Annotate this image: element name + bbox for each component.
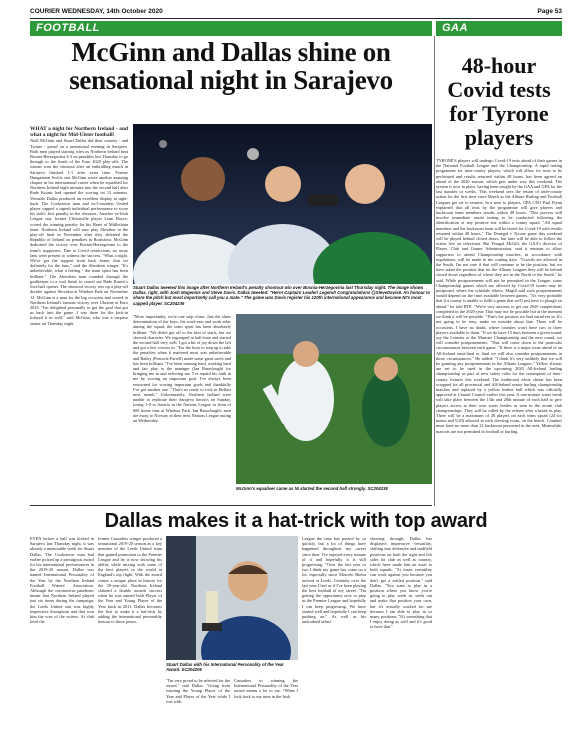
main-story-column-1 [30,126,128,506]
section-bar-gaa: GAA [436,21,562,36]
second-story-body-6: showing through, Dallas has displayed impressive versatility, shifting into defensive and midfield positions on both the right and left sides for club as well as country, which have made him an asset to both squads. "At times versatility can work against you because you don't get a settled position," said Dallas. "You want to play in a position where you know you're going to play week in, week out and make that position your own, but it's actually worked for me because I am able to play in so many positions. "It's something that I enjoy doing as well and it's good to have that." [370,536,432,630]
second-headline: Dallas makes it a hat-trick with top award [104,510,488,532]
section-bar-football: FOOTBALL [30,21,432,36]
award-photo [166,536,298,660]
goal-celebration-caption: McGinn's equaliser came as NI started the second half strongly. SC204235 [236,486,388,491]
masthead-rule [30,18,562,19]
main-story-column-2 [133,314,231,506]
second-story-body-3: "I'm very proud to be selected for the award," said Dallas. "Going from winning the Young Player of the Year and Player of the Year while I was with [166,678,230,704]
main-headline: McGinn and Dallas shine on sensational night in Sarajevo [69,37,393,95]
second-story-body-5: League the time has passed by so quickly, but a lot of things have happened throughout my career since then. I've enjoyed every minute of it and hopefully it is still progressing. "Over the last year or two I think my game has come on a lot, especially since Marcelo Bielsa arrived at Leeds. Certainly over the last year I feel as if I've been playing the best football of my career. "I'm getting the opportunity now to play in the Premier League and hopefully I can keep progressing. We have started well and hopefully I can keep pushing on." As well as his undoubted talent [302,536,366,625]
celebration-photo-caption: Stuart Dallas tweeted this image after Northern Ireland's penalty shootout win over Bosnia-Herzegovina last Thursday night. The image shows Dallas, right, with Josh Magennis and Steve Davis. Dallas tweeted: "Hero! Captain! Leader! Legend! Congratulations @SteveDavis8. An honour to share the pitch but most importantly call you a mate." The game was Davis register his 120th international appearance and become NI's most capped player. SC204236 [133,285,431,306]
second-story-column-1 [30,536,94,732]
main-story-lead: WHAT a night for Northern Ireland - and what a night for Mid-Ulster football! [30,126,128,139]
gaa-headline: 48-hour Covid tests for Tyrone players [447,53,551,150]
second-story-body-2: former Crusaders winger produced a sensational 2019-20 season as a key member of the Leeds United team that gained promotion to the Premier League and he is now showing his ability while mixing with some of the best players in the world in England's top flight. With the award comes a unique place in history for the 29-year-old. Northern Ireland claimed a double awards success when he was named both Player of the Year and Young Player of the Year back in 2011. Dallas becomes the first to make it a hat-trick by adding the international personality honour to those prizes. [98,536,162,625]
main-story-body-1: Niall McGinn and Stuart Dallas did their country - and Tyrone - proud on a sensational evening in Sarajevo. Both men played starring roles as Northern Ireland beat Bosnia-Herzegovina 4-3 on penalties last Thursday to go through to the finals of the Euro 2020 play-offs. The winner won the shootout after an enthralling match in Sarajevo finished 1-1 after extra time. Former Dungannon Swifts star McGinn wrote another amazing chapter in his international career when he equalised for Northern Ireland eight minutes into the second half after Rade Krunic had opened the scoring on 13 minutes. Versatile Dallas produced an excellent display at right-back. The Cookstown man and ex-Crusaders United player capped a superb individual performance to score his side's first penalty in the shootout. Another ex-Irish League star, former Cliftonville player Liam Boyce, scored the winning penalty for his Heart of Midlothian team. Northern Ireland will now play Slovakia in the play-off final in November after they defeated the Republic of Ireland on penalties in Bratislava. McGinn dedicated the victory over Bosnia-Herzegovina to the team's supporters. Due to Covid restrictions, no away fans were present to witness the success. "What a night. We've got the support from back home, that we definitely for the fans," said the Aberdeen winger. "It's unbelievable, what a feeling - the team spirit has been brilliant." The Aberdeen man rounded through the goalkeeper to a cool finish to cancel out Rade Krunic's first-half opener. The shootout victory sets up a play-off decider against Slovakia at Windsor Park on November 12. McGinn is a man for the big occasion and scored in Northern Ireland's famous victory over Ukraine at Euro 2016. "I'm delighted personally to get the goal that got us back into the game. I was there for the kick-in Iolaved it as well," said McGinn, who was a surprise starter on Thursday night. [30,138,128,326]
second-story-column-5 [302,536,366,732]
award-photo-graphic [166,536,298,660]
second-story-body-4: Crusaders to winning the International Personality of the Year award means a lot to me. "When I look back to my time in the Irish [234,678,298,699]
second-story-column-6 [370,536,432,732]
gaa-story-body [436,158,562,506]
page-number: Page 53 [537,8,562,15]
goal-celebration-graphic [236,314,432,484]
main-story-body-2: "More importantly, we're one step closer. Just the sheer determination of the boys, the work-rate and work ethic among the squad, the team spirit has been absolutely brilliant. "We didn't get off to the best of starts, but we showed character. We regrouped at half-time and started the second half very well. I got a bit of joy down the left and got a few crosses in. "For the boys to step up to take the penalties when it mattered most was unbelievable and Bailey (Peacock-Farrell) made some great saves and has been brilliant. "I've been training hard, working hard and fair play to the manager (Ian Baraclough) for bringing me in and selecting me. I've repaid his faith in me by scoring an important goal. I've always been renowned for scoring important goals and thankfully I've got another one. "That's us ready to rock in Belfast next month." Unfortunately, Northern Ireland were unable to replicate their Sarajevo heroics on Sunday, losing 1-0 to Austria in the Nations League in front of 600 home fans at Windsor Park. Ian Baraclough's men are away to Norway in their next Nations League outing on Wednesday. [133,314,231,424]
second-story-body-1: EVEN before a ball was kicked in Sarajevo last Thursday night, it was already a memorable week for Stuart Dallas. The Cookstown man had earlier picked up a prestigious award for his international performances in the 2019-20 season. Dallas was named International Personality of the Year by the Northern Ireland Football Writers' Association. Although the coronavirus pandemic meant that Northern Ireland played just six times during the campaign, the Leeds United star was highly impressive throughout and that won him the vote of the writers. At club level the [30,536,94,625]
gaa-story-text: TYRONE'S players will undergo Covid-19 tests ahead of their games in the National Football League and the Championship. A rapid testing programme for inter-county players, which will allow for tests to be performed and results returned within 48 hours, has been agreed on ahead of the 2020 season, which gets under way this weekend. The system is now in place, having been sought by the GAA and GPA for the last number of weeks. This weekend sees the return of inter-county action for the first time since March as the Allianz Hurling and Football Leagues get set to resume. In a note to players, GPA CEO Paul Flynn explained that all tests by the programme will give players and backroom team members results within 48 hours. "This process will involve immediate onsite testing to be conducted following the identification of any positive test within a county squad. "All squad members and the backroom team will be tested for Covid-19 with results returned within 48 hours." The Donegal v Tyrone game this weekend will be played behind closed doors, but fans will be able to follow the action live on television. But Feargal McGill, the GAA's director of Player, Club and Games Administration, said it remains to allow supporters to attend Championship matches, in accordance with regulations, will be made in the coming days. "Crowds are allowed in the South, I'm not sure if that will continue to be the position, but we have taken the position that for the Allianz Leagues they will be behind closed doors regardless of where they are in the North or the South," he said. While postponements will not be permitted in the League, some Championship games which are affected by Covid-19 issues may be postponed, where the schedule allows. Magill said such postponements would depend on the time available between games. "It's very probable that if a county is unable to fulfil a game that we'll just have to plough on ahead," he told RTE. "We're very anxious to get our 2020 competitions completed in the 2020 year. That may not be possible but at the moment we think it will be possible. "That's the position we find ourselves in. It's not going to be easy, make no mistake about that. There will be occasions, I have no doubt, where counties won't have two or three players available to them. "If we do have 13 days between a given round, say the Leinster or the Munster Championship and the next round, we will consider postponements. "That will come down to the particular circumstances between each game. "If there is a major issue ahead of an All-Ireland semi-final or final we will also consider postponements in those circumstances." He added: "I think it's very unlikely that we will be granting any postponements in the Allianz Leagues." Yellow sliotars are set to be used in the upcoming 2020 All-Ireland hurling championship as part of new safety rules for the resumption of inter-county fixtures this weekend. The traditional white sliotar has been scrapped for all provincial and All-Ireland senior hurling championship matches and replaced by a yellow leather ball which was officially approved at Central Council earlier this year. A one-minute water break will take place between the 15th and 20th minute of each half to give players access to their own water bottles as seen in the recent club championships. They will be called by the referee after a break in play. There will be a maximum of 26 players on each team squad (24 for minor and U20) allowed in each dressing room, on the bench. Counties must have no more than 12 backroom personnel in the area. Meanwhile, mascots are not permitted in football or hurling. [436,158,562,434]
second-story-column-2 [98,536,162,732]
goal-celebration-photo [236,314,432,484]
celebration-photo-graphic [133,124,432,284]
column-divider [434,36,435,506]
celebration-photo [133,124,432,284]
second-story-column-4 [234,678,298,732]
award-photo-caption: Stuart Dallas with his International Personality of the Year Award. SC204206 [166,662,284,673]
masthead [30,6,562,20]
story-divider [30,505,432,506]
masthead-left: COURIER WEDNESDAY, 14th October 2020 [30,8,163,15]
second-story-column-3 [166,678,230,732]
